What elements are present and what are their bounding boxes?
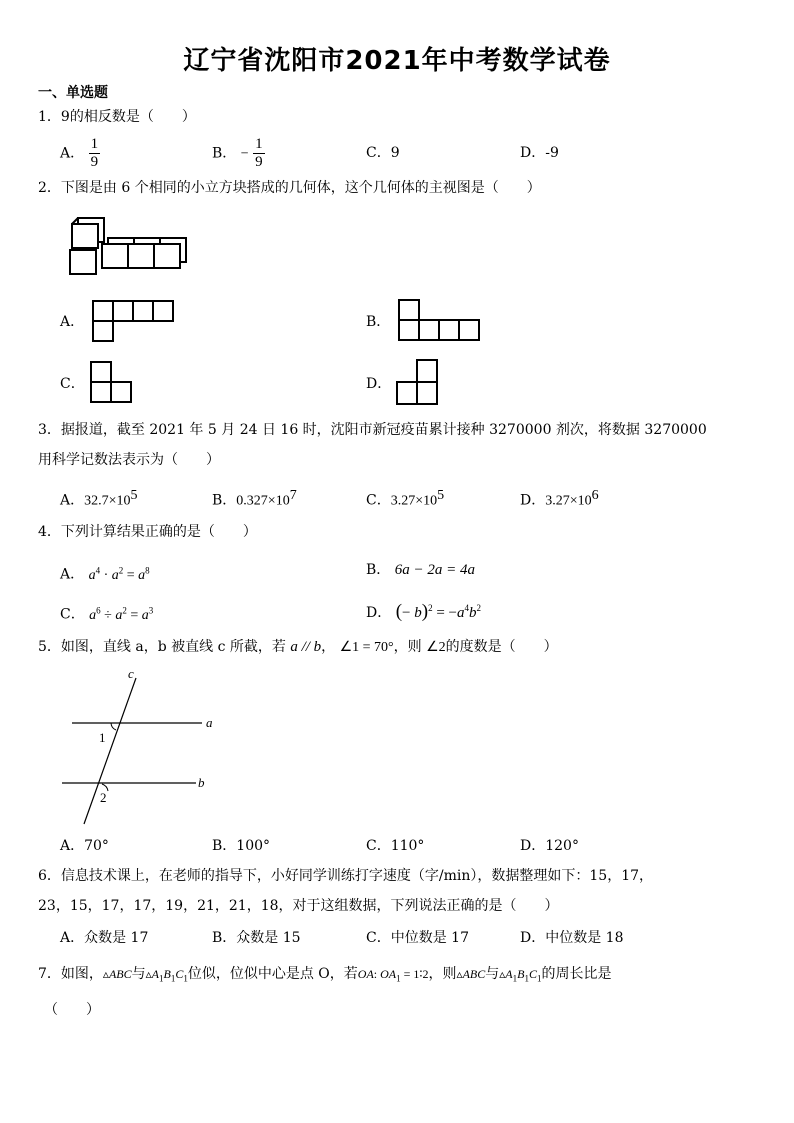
- square: [397, 382, 417, 404]
- q2-option-a-label: A．: [60, 314, 85, 330]
- q5-option-a: A．70°: [60, 838, 109, 854]
- stem-text: 的度数是（ ）: [445, 639, 558, 655]
- cube: [154, 244, 180, 268]
- triangle-abc: ▵ABC: [102, 967, 132, 981]
- square: [113, 301, 133, 321]
- option-label: A．: [60, 492, 85, 509]
- label-a: a: [206, 715, 213, 730]
- square: [111, 382, 131, 402]
- question-6-stem-line1: 6．信息技术课上，在老师的指导下，小好同学训练打字速度（字/min），数据整理如下：15，17，: [38, 868, 654, 884]
- option-value: 0.327×10: [236, 493, 290, 509]
- exponent: 5: [130, 488, 138, 503]
- square: [417, 360, 437, 382]
- stem-text: 5．如图，直线 a，b 被直线 c 所截，若: [38, 639, 286, 655]
- q3-option-d: [520, 486, 599, 512]
- fraction: [253, 136, 265, 171]
- q5-option-c: C．110°: [366, 838, 425, 854]
- q3-option-b: [212, 486, 297, 512]
- square: [399, 300, 419, 320]
- q1-option-c: C．9: [366, 145, 400, 161]
- q1-option-d: D．-9: [520, 145, 559, 161]
- label-angle-1: 1: [99, 730, 106, 745]
- q6-option-c: C．中位数是 17: [366, 930, 469, 946]
- q6-option-d: D．中位数是 18: [520, 930, 624, 946]
- square: [93, 321, 113, 341]
- triangle-a1b1c1: $▵A_1B_1C_1$: [499, 967, 542, 984]
- option-label: A．: [60, 145, 85, 162]
- angle-1-arc: [111, 723, 116, 730]
- line-c: [84, 678, 136, 824]
- question-6-stem-line2: 23，15，17，17，19，21，21，18，对于这组数据，下列说法正确的是（ ）: [38, 898, 559, 914]
- condition-angle: ∠1 = 70°: [339, 640, 394, 655]
- square: [439, 320, 459, 340]
- solid-figure: [60, 212, 190, 276]
- angle-symbol: ∠2: [426, 640, 446, 655]
- stem-text: 与: [131, 966, 146, 982]
- square: [133, 301, 153, 321]
- exponent: 5: [437, 488, 445, 503]
- question-7-stem: [38, 964, 611, 988]
- denominator: 9: [90, 154, 99, 170]
- square: [91, 362, 111, 382]
- q5-option-d: D．120°: [520, 838, 579, 854]
- cube: [102, 244, 128, 268]
- q6-option-a: A．众数是 17: [60, 930, 149, 946]
- stem-text: 与: [485, 966, 500, 982]
- numerator: 1: [90, 136, 99, 152]
- math-expression: (− $b)^2 = -a^4b^2$: [395, 601, 481, 622]
- q4-option-d: [366, 598, 481, 623]
- q4-option-c: [60, 600, 153, 626]
- square: [417, 382, 437, 404]
- question-5-stem: 5．如图，直线 a，b 被直线 c 所截，若 a // b， ∠1 = 70°，则 ∠2的度数是（ ）: [38, 639, 558, 655]
- q2-option-c-label: C．: [60, 376, 85, 392]
- option-value: 3.27×10: [545, 493, 592, 509]
- question-3-stem-line1: 3．据报道，截至 2021 年 5 月 24 日 16 时，沈阳市新冠疫苗累计接种 3270000 剂次，将数据 3270000: [38, 422, 707, 438]
- option-label: C．: [366, 492, 391, 509]
- square: [399, 320, 419, 340]
- q4-option-a: [60, 560, 150, 586]
- q2-option-c-figure: [90, 361, 136, 407]
- section-heading: 一、单选题: [38, 85, 108, 101]
- denominator: 9: [255, 154, 263, 170]
- option-label: C．: [60, 606, 85, 623]
- question-4-stem: 4．下列计算结果正确的是（ ）: [38, 524, 257, 540]
- q3-option-a: [60, 486, 138, 512]
- label-angle-2: 2: [100, 790, 107, 805]
- minus-sign: −: [240, 146, 249, 162]
- cube: [128, 244, 154, 268]
- q5-option-b: B．100°: [212, 838, 271, 854]
- stem-text: 位似，位似中心是点 O，若: [187, 966, 358, 982]
- page-title: 辽宁省沈阳市2021年中考数学试卷: [183, 46, 611, 76]
- q2-option-d-figure: [396, 359, 442, 407]
- stem-text: 的周长比是: [541, 966, 612, 982]
- option-label: B．: [212, 145, 237, 162]
- stem-text: 7．如图，: [38, 966, 103, 982]
- exponent: 6: [591, 488, 599, 503]
- stem-text: ，则: [393, 639, 422, 655]
- q2-option-a-figure: [92, 300, 178, 344]
- option-value: 32.7×10: [84, 493, 131, 509]
- cube: [72, 224, 98, 248]
- triangle-abc: ▵ABC: [456, 967, 486, 981]
- math-expression: $a^6 \div a^2 = a^3$: [89, 605, 154, 623]
- math-expression: $a^4 \cdot a^2 = a^8$: [88, 565, 150, 583]
- ratio-expression: OA: $OA_1$ = 1∶2: [357, 967, 429, 984]
- q4-option-b: [366, 560, 475, 580]
- fraction: [89, 136, 101, 171]
- square: [459, 320, 479, 340]
- option-label: A．: [60, 566, 85, 583]
- stem-text: ，则: [428, 966, 457, 982]
- option-label: D．: [366, 605, 392, 621]
- condition-parallel: a // b: [290, 639, 322, 655]
- q6-option-b: B．众数是 15: [212, 930, 301, 946]
- q1-option-a: [60, 136, 100, 171]
- square: [153, 301, 173, 321]
- q1-option-b: [212, 136, 265, 171]
- label-c: c: [128, 666, 134, 681]
- option-value: 3.27×10: [390, 493, 438, 509]
- question-3-stem-line2: 用科学记数法表示为（ ）: [38, 452, 220, 468]
- q2-option-d-label: D．: [366, 376, 392, 392]
- q2-option-b-label: B．: [366, 314, 391, 330]
- option-label: B．: [366, 562, 391, 578]
- q2-option-b-figure: [398, 299, 484, 343]
- question-7-paren: （ ）: [44, 1002, 100, 1018]
- option-label: D．: [520, 492, 546, 509]
- square: [419, 320, 439, 340]
- q3-option-c: [366, 486, 444, 512]
- triangle-a1b1c1: $▵A_1B_1C_1$: [145, 967, 188, 984]
- math-expression: 6a − 2a = 4a: [394, 562, 475, 578]
- square: [93, 301, 113, 321]
- question-1-stem: 1．9的相反数是（ ）: [38, 109, 196, 125]
- option-label: B．: [212, 492, 237, 509]
- cube: [70, 250, 96, 274]
- square: [91, 382, 111, 402]
- parallel-lines-figure: [56, 666, 226, 826]
- question-2-stem: 2．下图是由 6 个相同的小立方块搭成的几何体，这个几何体的主视图是（ ）: [38, 180, 541, 196]
- exponent: 7: [289, 488, 297, 503]
- label-b: b: [198, 775, 205, 790]
- numerator: 1: [255, 136, 263, 152]
